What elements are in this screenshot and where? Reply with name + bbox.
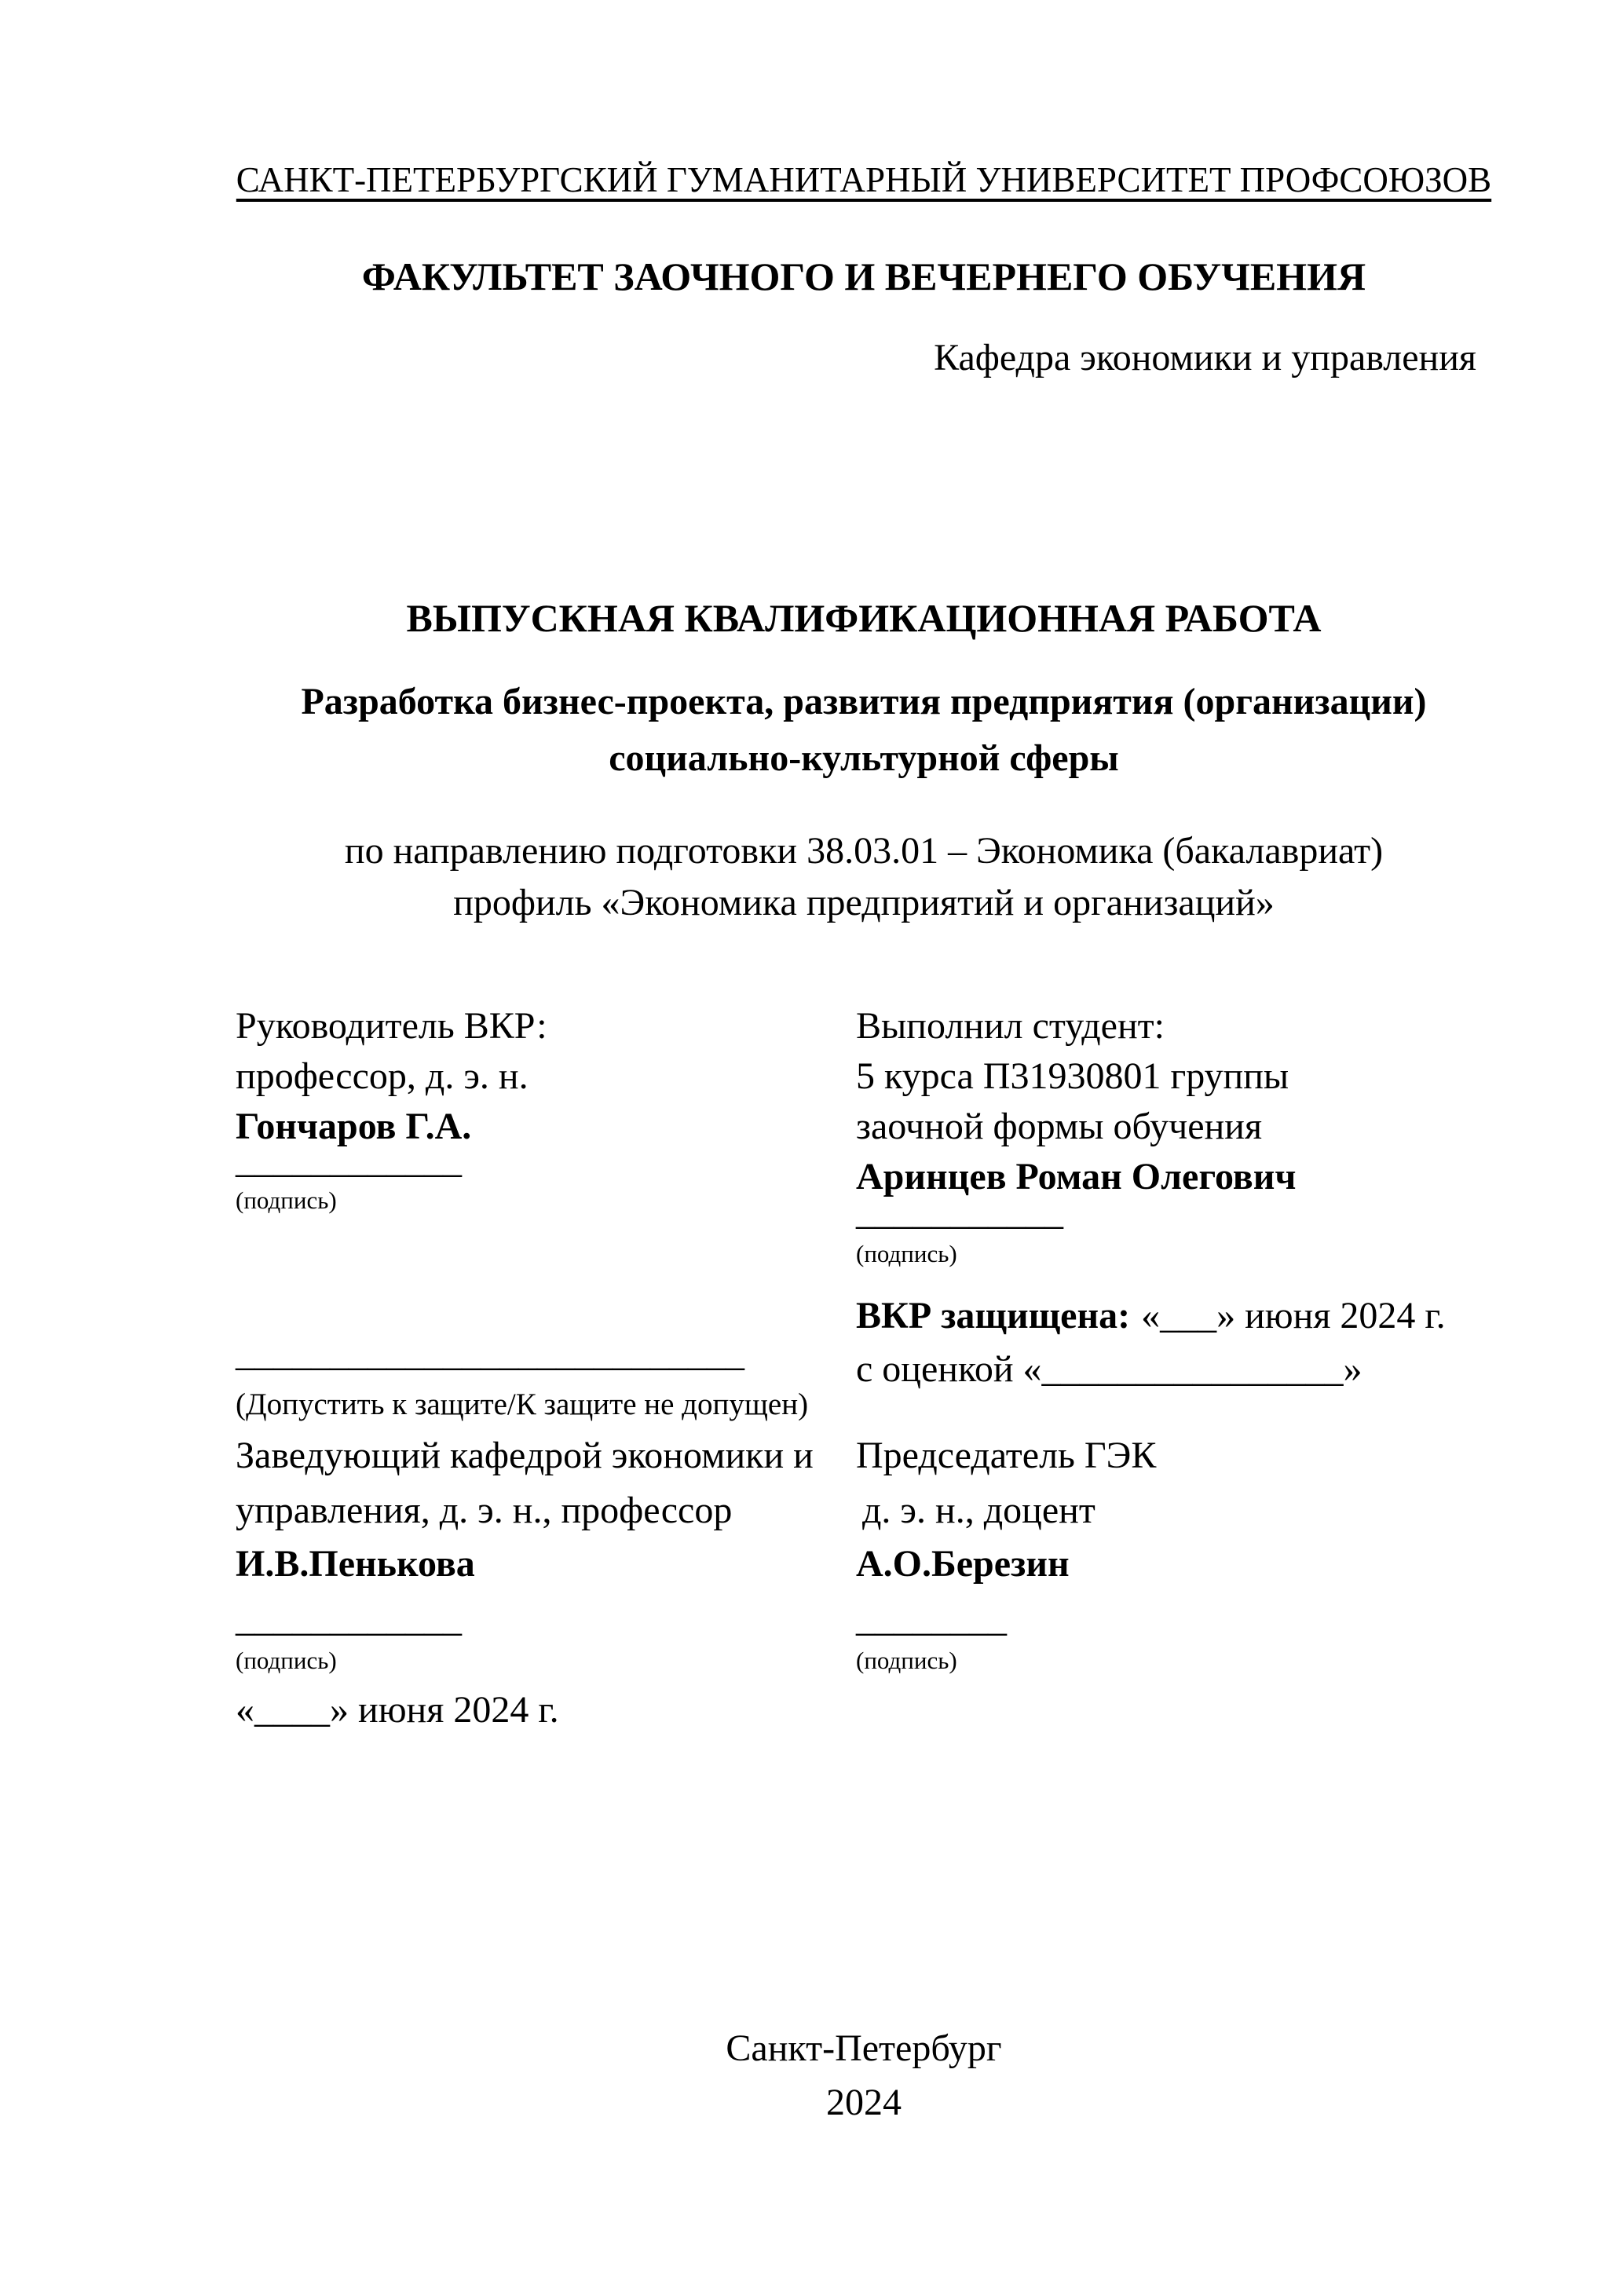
gec-chair-signature-caption: (подпись): [856, 1647, 957, 1674]
gec-chair-position-line2: д. э. н., доцент: [862, 1490, 1095, 1531]
supervisor-label: Руководитель ВКР:: [236, 1005, 547, 1047]
defense-label: ВКР защищена:: [856, 1295, 1131, 1336]
head-signature-caption: (подпись): [236, 1647, 337, 1674]
program-direction: по направлению подготовки 38.03.01 – Экономика (бакалавриат): [344, 830, 1384, 872]
footer-year: 2024: [826, 2082, 902, 2123]
head-name: И.В.Пенькова: [236, 1543, 475, 1585]
head-position-line1: Заведующий кафедрой экономики и: [236, 1435, 814, 1476]
student-name: Аринцев Роман Олегович: [856, 1156, 1297, 1197]
admission-signature-line: ___________________________: [236, 1333, 744, 1374]
gec-chair-name: А.О.Березин: [856, 1543, 1070, 1585]
footer-city: Санкт-Петербург: [726, 2027, 1002, 2069]
student-label: Выполнил студент:: [856, 1005, 1165, 1047]
student-signature-line: ___________: [856, 1191, 1063, 1233]
program-profile: профиль «Экономика предприятий и организаций»: [453, 882, 1275, 923]
supervisor-signature-line: ____________: [236, 1139, 462, 1181]
defense-status-line: [856, 1296, 1446, 1337]
gec-chair-position-line1: Председатель ГЭК: [856, 1435, 1157, 1476]
defense-date: «___» июня 2024 г.: [1141, 1295, 1446, 1336]
university-name: САНКТ-ПЕТЕРБУРГСКИЙ ГУМАНИТАРНЫЙ УНИВЕРСИТЕТ ПРОФСОЮЗОВ: [236, 160, 1492, 199]
supervisor-signature-caption: (подпись): [236, 1186, 337, 1214]
student-signature-caption: (подпись): [856, 1240, 957, 1267]
supervisor-name: Гончаров Г.А.: [236, 1106, 472, 1147]
head-signature-line: ____________: [236, 1598, 462, 1640]
work-title-line2: социально-культурной сферы: [609, 737, 1119, 779]
admission-caption: (Допустить к защите/К защите не допущен): [236, 1387, 809, 1421]
student-group: 5 курса П31930801 группы: [856, 1055, 1289, 1097]
work-title-line1: Разработка бизнес-проекта, развития предприятия (организации): [301, 681, 1427, 722]
department-name: Кафедра экономики и управления: [934, 337, 1476, 378]
head-position-line2: управления, д. э. н., профессор: [236, 1490, 733, 1531]
student-form: заочной формы обучения: [856, 1106, 1263, 1147]
gec-chair-signature-line: ________: [856, 1598, 1007, 1640]
supervisor-degree: профессор, д. э. н.: [236, 1055, 529, 1097]
defense-grade-line: с оценкой «________________»: [856, 1348, 1362, 1390]
work-type-heading: ВЫПУСКНАЯ КВАЛИФИКАЦИОННАЯ РАБОТА: [406, 596, 1322, 640]
faculty-name: ФАКУЛЬТЕТ ЗАОЧНОГО И ВЕЧЕРНЕГО ОБУЧЕНИЯ: [361, 254, 1366, 298]
head-date-line: «____» июня 2024 г.: [236, 1689, 559, 1731]
